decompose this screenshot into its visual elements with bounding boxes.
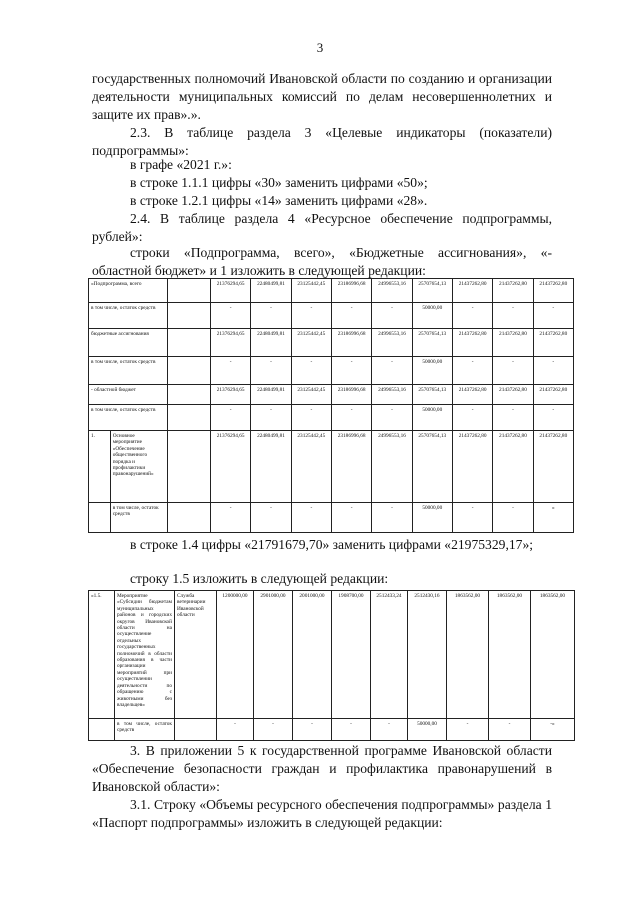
empty-cell [175, 719, 217, 741]
table-cell: - [211, 405, 251, 431]
table-cell: 2512433,24 [371, 591, 408, 719]
table-cell: - [452, 503, 492, 533]
table-cell: 25707654,13 [412, 329, 452, 357]
table-cell: 21437262,80 [452, 329, 492, 357]
table-cell: - [251, 357, 291, 385]
table-cell: 21437262,80 [533, 385, 573, 405]
executor-cell: Служба ветеринарии Ивановской области [175, 591, 217, 719]
table-cell: 24996553,16 [372, 279, 412, 303]
row-label: Мероприятие «Субсидии бюджетам муниципальных районов и городских округов Ивановской области на осуществление отдельных государственных полномочий в области образования в части организации мероприятий при осуществлении деятельности по обращению с животными без владельцев» [115, 591, 175, 719]
table-cell: 21437262,80 [493, 385, 533, 405]
table-row [89, 279, 574, 303]
table-cell: 2901000,00 [254, 591, 293, 719]
table-cell: 21437262,80 [533, 431, 573, 503]
table-cell: - [251, 405, 291, 431]
table-cell: 21437262,80 [533, 329, 573, 357]
paragraph-3-1: 3.1. Строку «Объемы ресурсного обеспечения подпрограммы» раздела 1 «Паспорт подпрограммы» изложить в следующей редакции: [92, 797, 552, 830]
row-label: в том числе, остаток средств [89, 357, 168, 385]
row-label: Основное мероприятие «Обеспечение общественного порядка и профилактики правонарушений» [110, 431, 167, 503]
empty-cell [167, 329, 210, 357]
table-cell: - [251, 303, 291, 329]
table-cell: - [452, 405, 492, 431]
table-row [89, 405, 574, 431]
table-cell: 50000,00 [412, 405, 452, 431]
table-cell: - [331, 303, 371, 329]
table-cell: 1908700,00 [332, 591, 371, 719]
table-cell: 25707654,13 [412, 431, 452, 503]
table-row [89, 329, 574, 357]
table-cell: 21437262,80 [452, 385, 492, 405]
table-cell: 24996553,16 [372, 329, 412, 357]
row-label: в том числе, остаток средств [110, 503, 167, 533]
intro-paragraph: государственных полномочий Ивановской области по созданию и организации деятельности муниципальных комиссий по делам несовершеннолетних и защите их прав».». [92, 71, 552, 122]
table-cell: 23186996,68 [331, 431, 371, 503]
empty-cell [167, 503, 210, 533]
table-cell: 1863562,00 [489, 591, 531, 719]
table-cell: 23125442,45 [291, 431, 331, 503]
line-row-1-2-1: в строке 1.2.1 цифры «14» заменить цифрами «28». [130, 193, 428, 208]
table-cell: - [493, 405, 533, 431]
table-cell: 21376294,65 [211, 329, 251, 357]
table-cell: 25707654,13 [412, 385, 452, 405]
paragraph-2-3: 2.3. В таблице раздела 3 «Целевые индикаторы (показатели) подпрограммы»: [92, 125, 552, 158]
empty-cell [89, 503, 111, 533]
row-label: в том числе, остаток средств [89, 405, 168, 431]
table-cell: - [452, 303, 492, 329]
empty-cell [167, 303, 210, 329]
table-row [89, 303, 574, 329]
empty-cell [89, 719, 115, 741]
table-cell: 21437262,80 [493, 431, 533, 503]
table-cell: 24996553,16 [372, 431, 412, 503]
row-label: «Подпрограмма, всего [89, 279, 168, 303]
paragraph-rows-replace: строки «Подпрограмма, всего», «Бюджетные ассигнования», «- областной бюджет» и 1 изложить в следующей редакции: [92, 245, 552, 278]
table-cell: 2001000,00 [293, 591, 332, 719]
table-row [89, 431, 574, 503]
line-row-1-5: строку 1.5 изложить в следующей редакции: [130, 571, 389, 586]
empty-cell [167, 357, 210, 385]
paragraph-2-4: 2.4. В таблице раздела 4 «Ресурсное обеспечение подпрограммы, рублей»: [92, 211, 552, 244]
table-cell: - [293, 719, 332, 741]
table-cell: - [291, 303, 331, 329]
table-cell: - [371, 719, 408, 741]
table-cell: - [452, 357, 492, 385]
table-cell: 23186996,68 [331, 279, 371, 303]
table-cell: 1863562,00 [531, 591, 575, 719]
table-cell: 21437262,80 [493, 329, 533, 357]
table-cell: 21437262,80 [533, 279, 573, 303]
table-cell: 1200000,00 [217, 591, 254, 719]
table-cell: 24996553,16 [372, 385, 412, 405]
table-cell: - [489, 719, 531, 741]
table-cell: 22480499,81 [251, 279, 291, 303]
resource-table [88, 278, 574, 533]
row-label: в том числе, остаток средств [89, 303, 168, 329]
row-label: в том числе, остаток средств [115, 719, 175, 741]
paragraph-row-1-4: в строке 1.4 цифры «21791679,70» заменить цифрами «21975329,17»; [130, 537, 534, 552]
table-cell: 50000,00 [412, 303, 452, 329]
table-row [89, 385, 574, 405]
table-cell: - [217, 719, 254, 741]
table-cell: - [211, 357, 251, 385]
table-cell: 21437262,80 [452, 431, 492, 503]
table-cell: 21376294,65 [211, 385, 251, 405]
table-cell: 23125442,45 [291, 279, 331, 303]
table-cell: - [251, 503, 291, 533]
table-cell: 50000,00 [412, 503, 452, 533]
table-cell: - [331, 405, 371, 431]
table-cell: - [372, 357, 412, 385]
empty-cell [167, 431, 210, 503]
table-cell: -» [531, 719, 575, 741]
table-cell: - [372, 503, 412, 533]
table-cell: » [533, 503, 573, 533]
table-cell: 25707654,13 [412, 279, 452, 303]
table-cell: - [447, 719, 489, 741]
table-cell: - [493, 303, 533, 329]
table-cell: 22480499,81 [251, 385, 291, 405]
row-number: «1.5. [89, 591, 115, 719]
table-cell: - [493, 357, 533, 385]
table-cell: - [254, 719, 293, 741]
table-cell: - [533, 357, 573, 385]
line-row-1-1-1: в строке 1.1.1 цифры «30» заменить цифрами «50»; [130, 175, 428, 190]
table-cell: - [211, 503, 251, 533]
table-cell: 21376294,65 [211, 431, 251, 503]
table-row [89, 719, 575, 741]
table-cell: - [533, 303, 573, 329]
table-cell: - [331, 503, 371, 533]
table-cell: 50000,00 [412, 357, 452, 385]
table-cell: 23125442,45 [291, 385, 331, 405]
table-row [89, 503, 574, 533]
page-number: 3 [316, 40, 324, 55]
table-cell: 22480499,81 [251, 329, 291, 357]
table-row [89, 591, 575, 719]
table-cell: - [331, 357, 371, 385]
table-cell: - [291, 503, 331, 533]
table-cell: - [372, 405, 412, 431]
line-grafa-2021: в графе «2021 г.»: [130, 157, 232, 172]
row-number: 1. [89, 431, 111, 503]
table-cell: - [493, 503, 533, 533]
row-label: - областной бюджет [89, 385, 168, 405]
table-cell: - [332, 719, 371, 741]
table-cell: 22480499,81 [251, 431, 291, 503]
table-cell: 2512430,16 [408, 591, 447, 719]
row-label: бюджетные ассигнования [89, 329, 168, 357]
table-cell: - [372, 303, 412, 329]
table-cell: 21437262,80 [452, 279, 492, 303]
row-1-5-table [88, 590, 575, 741]
table-cell: - [291, 405, 331, 431]
table-cell: 21376294,65 [211, 279, 251, 303]
table-cell: 23186996,68 [331, 329, 371, 357]
table-cell: - [533, 405, 573, 431]
table-cell: - [291, 357, 331, 385]
table-row [89, 357, 574, 385]
table-cell: - [211, 303, 251, 329]
table-cell: 1863562,00 [447, 591, 489, 719]
paragraph-3: 3. В приложении 5 к государственной программе Ивановской области «Обеспечение безопасности граждан и профилактика правонарушений в Ивановской области»: [92, 743, 552, 794]
table-cell: 23125442,45 [291, 329, 331, 357]
empty-cell [167, 385, 210, 405]
empty-cell [167, 405, 210, 431]
table-cell: 50000,00 [408, 719, 447, 741]
table-cell: 21437262,80 [493, 279, 533, 303]
table-cell: 23186996,68 [331, 385, 371, 405]
empty-cell [167, 279, 210, 303]
